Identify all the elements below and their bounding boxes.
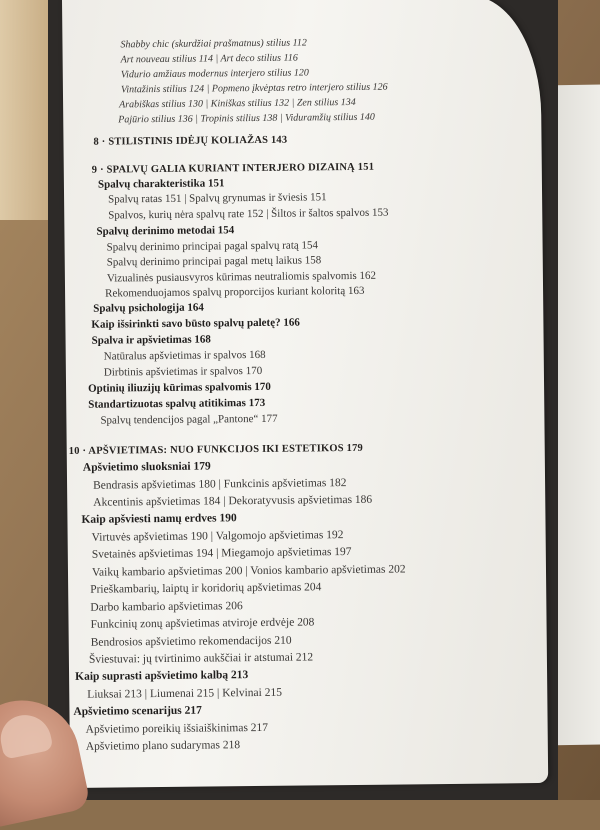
toc-section: Optinių iliuzijų kūrimas spalvomis 170	[88, 380, 271, 395]
toc-entry: Liuksai 213 | Liumenai 215 | Kelvinai 215	[87, 686, 282, 701]
chapter-heading: 10 · APŠVIETIMAS: NUO FUNKCIJOS IKI ESTETIKOS 179	[68, 442, 364, 457]
toc-section: Spalva ir apšvietimas 168	[91, 333, 211, 347]
toc-entry: Bendrasis apšvietimas 180 | Funkcinis apšvietimas 182	[93, 477, 347, 492]
toc-entry: Spalvų derinimo principai pagal metų laikus 158	[106, 254, 322, 269]
toc-section: Apšvietimo scenarijus 217	[73, 704, 202, 718]
toc-entry: Art nouveau stilius 114 | Art deco stilius 116	[120, 52, 298, 66]
toc-section: Kaip išsirinkti savo būsto spalvų paletę? 166	[91, 316, 300, 331]
toc-entry: Arabiškas stilius 130 | Kiniškas stilius 132 | Zen stilius 134	[119, 96, 356, 111]
toc-entry: Svetainės apšvietimas 194 | Miegamojo apšvietimas 197	[91, 545, 352, 561]
chapter-heading: 9 · SPALVŲ GALIA KURIANT INTERJERO DIZAINĄ 151	[91, 161, 375, 176]
toc-section: Apšvietimo sluoksniai 179	[82, 460, 211, 474]
toc-entry: Dirbtinis apšvietimas ir spalvos 170	[103, 364, 263, 379]
toc-entry: Darbo kambario apšvietimas 206	[90, 600, 243, 614]
toc-section: Kaip suprasti apšvietimo kalbą 213	[75, 669, 249, 683]
toc-entry: Spalvų derinimo principai pagal spalvų ratą 154	[106, 239, 319, 254]
toc-entry: Spalvos, kurių nėra spalvų rate 152 | Šiltos ir šaltos spalvos 153	[108, 206, 389, 222]
toc-entry: Prieškambarių, laiptų ir koridorių apšvietimas 204	[90, 581, 322, 596]
toc-entry: Virtuvės apšvietimas 190 | Valgomojo apšvietimas 192	[91, 529, 344, 544]
toc-entry: Pajūrio stilius 136 | Tropinis stilius 138 | Viduramžių stilius 140	[118, 111, 375, 126]
toc-section: Spalvų psichologija 164	[93, 301, 204, 315]
toc-section: Spalvų charakteristika 151	[97, 177, 225, 191]
toc-entry: Shabby chic (skurdžiai prašmatnus) stilius 112	[120, 37, 307, 51]
table-of-contents	[62, 0, 548, 788]
toc-entry: Spalvų tendencijos pagal „Pantone“ 177	[100, 412, 278, 427]
toc-entry: Spalvų ratas 151 | Spalvų grynumas ir šviesis 151	[108, 191, 327, 206]
toc-section: Spalvų derinimo metodai 154	[96, 224, 235, 238]
toc-entry: Vintažinis stilius 124 | Popmeno įkvėptas retro interjero stilius 126	[120, 81, 388, 96]
toc-section: Kaip apšviesti namų erdves 190	[81, 512, 237, 526]
book-page	[62, 0, 548, 788]
toc-entry: Šviestuvai: jų tvirtinimo aukščiai ir atstumai 212	[88, 651, 314, 666]
toc-entry: Funkcinių zonų apšvietimas atviroje erdvėje 208	[90, 616, 315, 631]
toc-entry: Vidurio amžiaus modernus interjero stilius 120	[120, 67, 309, 81]
toc-entry: Bendrosios apšvietimo rekomendacijos 210	[90, 634, 292, 649]
chapter-heading: 8 · STILISTINIS IDĖJŲ KOLIAŽAS 143	[93, 134, 288, 148]
toc-entry: Apšvietimo poreikių išsiaiškinimas 217	[85, 721, 269, 736]
toc-entry: Natūralus apšvietimas ir spalvos 168	[103, 348, 266, 363]
toc-entry: Rekomenduojamos spalvų proporcijos kuriant koloritą 163	[105, 284, 365, 300]
toc-entry: Akcentinis apšvietimas 184 | Dekoratyvusis apšvietimas 186	[93, 493, 373, 509]
toc-entry: Vizualinės pusiausvyros kūrimas neutraliomis spalvomis 162	[106, 269, 377, 285]
toc-entry: Apšvietimo plano sudarymas 218	[85, 739, 241, 753]
toc-section: Standartizuotas spalvų atitikimas 173	[88, 396, 266, 411]
toc-entry: Vaikų kambario apšvietimas 200 | Vonios kambario apšvietimas 202	[91, 563, 406, 579]
